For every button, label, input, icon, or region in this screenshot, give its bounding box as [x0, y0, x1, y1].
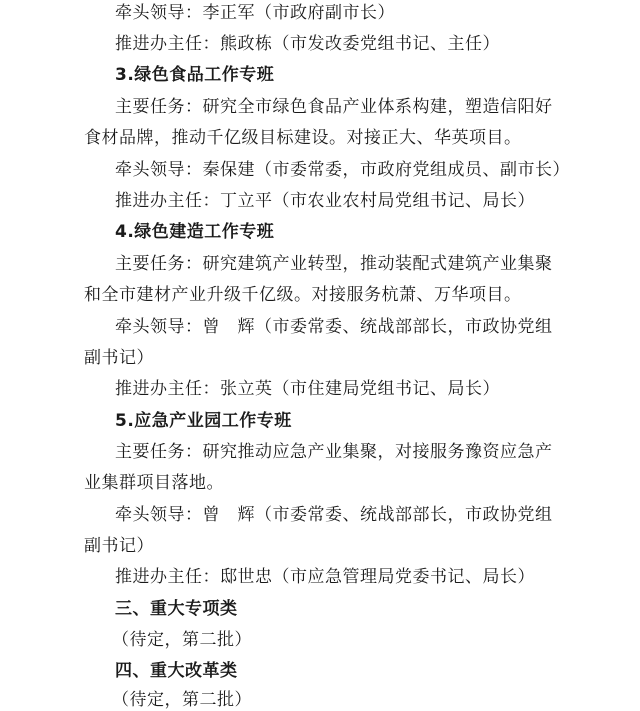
section-heading-major-reforms: 四、重大改革类	[115, 661, 238, 681]
pending-note: （待定，第二批）	[112, 690, 252, 710]
lead-leader-line: 牵头领导：曾 辉（市委常委、统战部部长，市政协党组	[115, 317, 553, 337]
lead-leader-continuation: 副书记）	[84, 536, 154, 556]
office-director-line: 推进办主任：张立英（市住建局党组书记、局长）	[115, 379, 500, 399]
office-director-line: 推进办主任：熊政栋（市发改委党组书记、主任）	[115, 34, 500, 54]
pending-note: （待定，第二批）	[112, 630, 252, 650]
main-task-continuation: 食材品牌，推动千亿级目标建设。对接正大、华英项目。	[84, 128, 522, 148]
section-heading-major-projects: 三、重大专项类	[115, 599, 238, 619]
main-task-continuation: 和全市建材产业升级千亿级。对接服务杭萧、万华项目。	[84, 285, 522, 305]
section-heading-green-construction: 4.绿色建造工作专班	[115, 222, 275, 242]
office-director-line: 推进办主任：邸世忠（市应急管理局党委书记、局长）	[115, 567, 535, 587]
main-task-line: 主要任务：研究全市绿色食品产业体系构建，塑造信阳好	[115, 97, 553, 117]
lead-leader-line: 牵头领导：曾 辉（市委常委、统战部部长，市政协党组	[115, 505, 553, 525]
section-heading-emergency-park: 5.应急产业园工作专班	[115, 411, 292, 431]
main-task-line: 主要任务：研究建筑产业转型，推动装配式建筑产业集聚	[115, 254, 553, 274]
main-task-continuation: 业集群项目落地。	[84, 473, 224, 493]
office-director-line: 推进办主任：丁立平（市农业农村局党组书记、局长）	[115, 191, 535, 211]
lead-leader-line: 牵头领导：李正军（市政府副市长）	[115, 3, 395, 23]
section-heading-green-food: 3.绿色食品工作专班	[115, 65, 275, 85]
lead-leader-continuation: 副书记）	[84, 348, 154, 368]
main-task-line: 主要任务：研究推动应急产业集聚，对接服务豫资应急产	[115, 442, 553, 462]
lead-leader-line: 牵头领导：秦保建（市委常委，市政府党组成员、副市长）	[115, 160, 570, 180]
